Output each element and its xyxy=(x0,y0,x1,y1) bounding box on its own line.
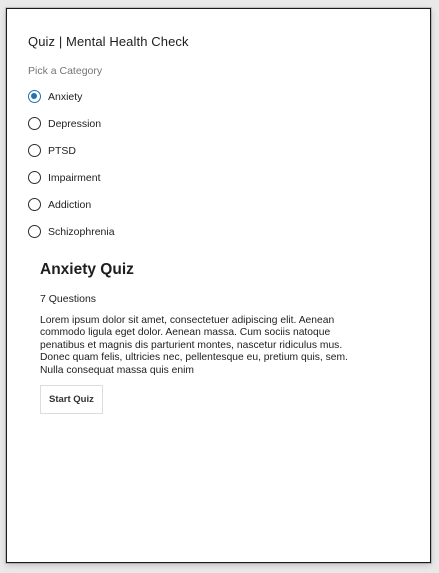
quiz-page xyxy=(6,8,431,563)
page-title: Quiz | Mental Health Check xyxy=(28,34,189,49)
radio-option-label: PTSD xyxy=(48,144,77,157)
radio-option-impairment[interactable] xyxy=(28,164,115,191)
radio-button-checked[interactable] xyxy=(28,90,41,103)
radio-option-depression[interactable] xyxy=(28,110,115,137)
start-quiz-button[interactable]: Start Quiz xyxy=(40,385,103,414)
category-label: Pick a Category xyxy=(28,65,103,77)
radio-button[interactable] xyxy=(28,171,41,184)
radio-option-label: Depression xyxy=(48,117,102,130)
radio-option-schizophrenia[interactable] xyxy=(28,218,115,245)
quiz-title: Anxiety Quiz xyxy=(40,261,134,278)
question-count: 7 Questions xyxy=(40,293,97,305)
radio-button[interactable] xyxy=(28,117,41,130)
category-radio-group xyxy=(28,83,115,245)
radio-button[interactable] xyxy=(28,144,41,157)
quiz-description: Lorem ipsum dolor sit amet, consectetuer adipiscing elit. Aenean commodo ligula eget dolor. Aenean massa. Cum sociis natoque penatibus et magnis dis parturient montes, nascetur ridiculus mus. Donec quam felis, ultricies nec, pellentesque eu, pretium quis, sem. Nulla consequat massa quis enim xyxy=(40,315,348,376)
quiz-card xyxy=(40,261,370,414)
radio-option-ptsd[interactable] xyxy=(28,137,115,164)
radio-option-label: Schizophrenia xyxy=(48,225,115,238)
radio-option-label: Anxiety xyxy=(48,90,83,103)
radio-option-label: Addiction xyxy=(48,198,92,211)
radio-option-anxiety[interactable] xyxy=(28,83,115,110)
radio-button[interactable] xyxy=(28,198,41,211)
radio-button[interactable] xyxy=(28,225,41,238)
radio-option-addiction[interactable] xyxy=(28,191,115,218)
radio-option-label: Impairment xyxy=(48,171,101,184)
